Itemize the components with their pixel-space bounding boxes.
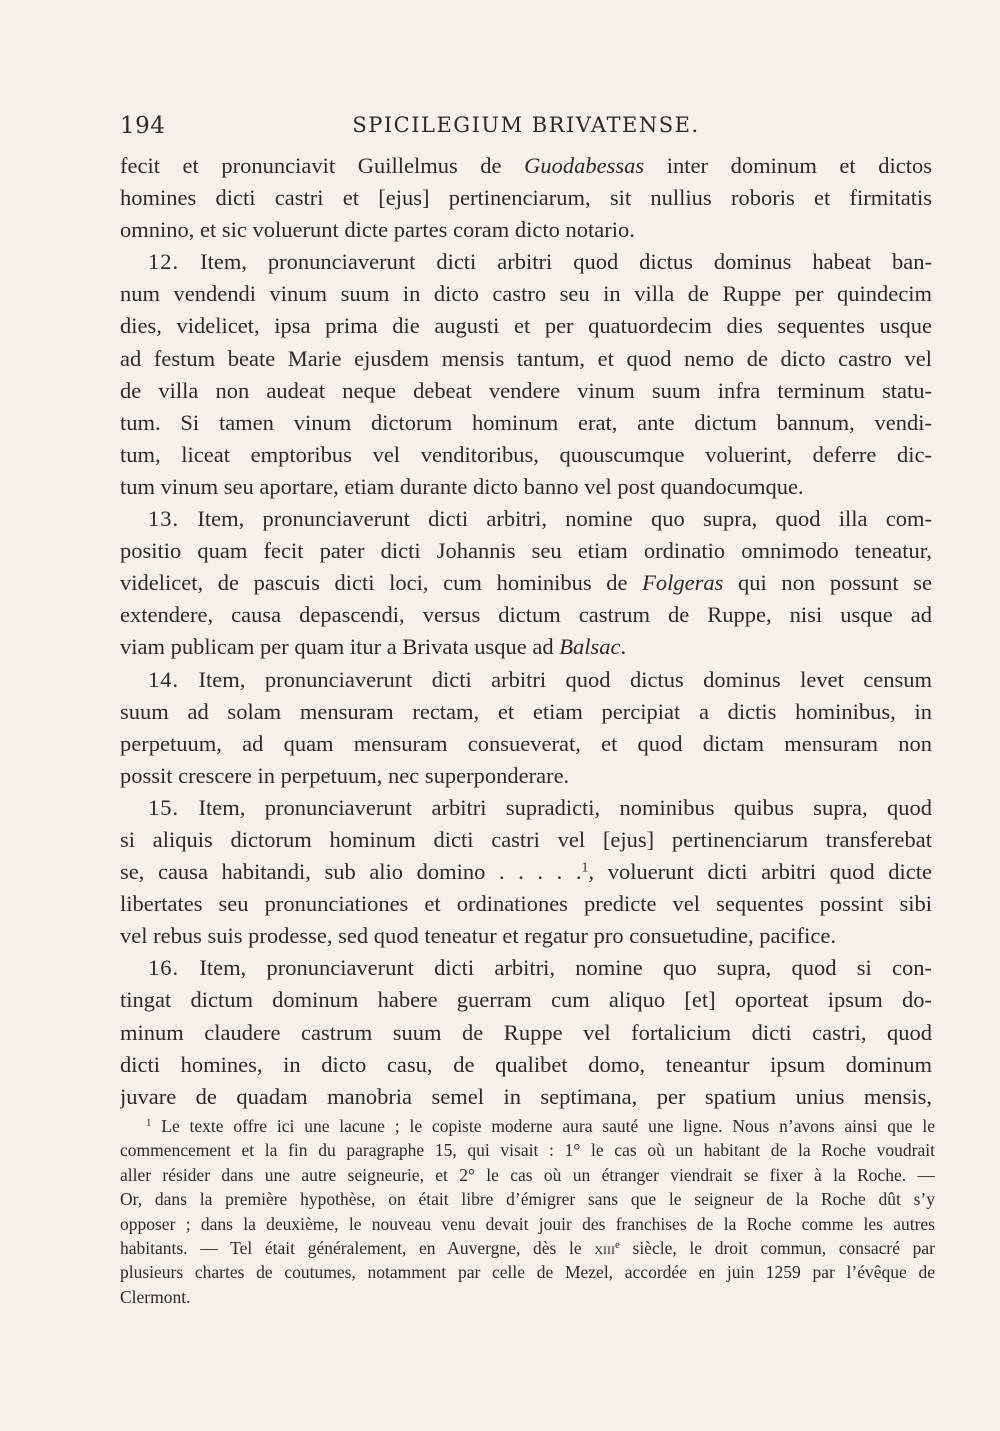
text-line <box>120 728 932 760</box>
footnote-segment: Le texte offre ici une lacune ; le copiste moderne aura sauté une ligne. Nous n’avons ainsi que le <box>151 1116 935 1136</box>
text-segment: positio quam fecit pater dicti Johannis seu etiam ordinatio omnimodo teneatur, <box>120 538 932 564</box>
text-segment: videlicet, de pascuis dicti loci, cum hominibus de <box>120 570 643 596</box>
text-line <box>120 599 932 631</box>
text-segment: ad festum beate Marie ejusdem mensis tantum, et quod nemo de dicto castro vel <box>120 345 932 371</box>
footnote-marker: 1 <box>146 1117 152 1130</box>
text-segment: fecit et pronunciavit Guillelmus de <box>120 153 525 178</box>
text-segment: homines dicti castri et [ejus] pertinenciarum, sit nullius roboris et firmitatis <box>120 185 932 211</box>
text-line <box>120 984 932 1016</box>
text-line <box>120 760 932 792</box>
text-segment: , voluerunt dicti arbitri quod dicte <box>588 859 932 885</box>
text-line <box>120 888 932 920</box>
text-line <box>120 631 932 663</box>
text-line <box>120 343 932 375</box>
roman-numeral: xiii <box>594 1237 615 1258</box>
text-line <box>120 856 932 888</box>
text-segment: Item, pronunciaverunt dicti arbitri, nomine quo supra, quod illa com- <box>179 506 932 532</box>
text-segment: viam publicam per quam itur a Brivata usque ad <box>120 634 560 660</box>
footnote-line <box>120 1212 935 1236</box>
text-line <box>120 150 932 182</box>
text-segment: Item, pronunciaverunt dicti arbitri, nomine quo supra, quod si con- <box>179 955 932 981</box>
text-segment: extendere, causa depascendi, versus dictum castrum de Ruppe, nisi usque ad <box>120 602 932 628</box>
text-line <box>120 310 932 342</box>
text-line <box>120 439 932 471</box>
paragraph-number: 12. <box>148 249 180 275</box>
text-segment: possit crescere in perpetuum, nec superponderare. <box>120 762 570 788</box>
footnote-line <box>120 1163 935 1187</box>
footnote-segment: plusieurs chartes de coutumes, notamment par celle de Mezel, accordée en juin 1259 par l’évêque de <box>120 1262 935 1283</box>
text-segment: tum. Si tamen vinum dictorum hominum erat, ante dictum bannum, vendi- <box>120 409 932 435</box>
text-segment: perpetuum, ad quam mensuram consueverat, et quod dictam mensuram non <box>120 730 932 756</box>
text-segment: qui non possunt se <box>723 570 932 596</box>
text-segment: si aliquis dictorum hominum dicti castri vel [ejus] pertinenciarum transferebat <box>120 826 932 852</box>
text-line <box>120 182 932 214</box>
text-segment: Item, pronunciaverunt arbitri supradicti, nominibus quibus supra, quod <box>179 794 932 820</box>
footnote-line <box>120 1260 935 1284</box>
text-segment: dies, videlicet, ipsa prima die augusti et per quatuordecim dies sequentes usque <box>120 313 932 339</box>
text-line <box>120 952 932 984</box>
text-line <box>120 1017 932 1049</box>
text-segment: . <box>620 634 627 660</box>
text-line <box>120 278 932 310</box>
text-line <box>120 503 932 535</box>
text-line <box>120 696 932 728</box>
text-line <box>120 535 932 567</box>
text-segment: suum ad solam mensuram rectam, et etiam percipiat a dictis hominibus, in <box>120 698 932 724</box>
paragraph-number: 13. <box>148 506 180 532</box>
text-segment: juvare de quadam manobria semel in septimana, per spatium unius mensis, <box>120 1083 932 1109</box>
text-segment: omnino, et sic voluerunt dicte partes coram dicto notario. <box>120 217 635 243</box>
text-line <box>120 471 932 503</box>
text-segment: Item, pronunciaverunt dicti arbitri quod dictus dominus habeat ban- <box>179 249 932 275</box>
footnote-segment: Clermont. <box>120 1286 191 1307</box>
page-number: 194 <box>120 113 166 139</box>
text-line <box>120 567 932 599</box>
text-segment: dicti homines, in dicto casu, de qualibet domo, teneantur ipsum dominum <box>120 1051 932 1077</box>
running-title: SPICILEGIUM BRIVATENSE. <box>352 113 700 137</box>
paragraph-number: 15. <box>148 794 180 820</box>
text-segment: Item, pronunciaverunt dicti arbitri quod dictus dominus levet censum <box>179 666 932 692</box>
text-line <box>120 920 932 952</box>
footnote-line <box>120 1236 935 1260</box>
footnote-segment: aller résider dans une autre seigneurie, et 2° le cas où un étranger viendrait se fixer à la Roche. — <box>120 1164 935 1185</box>
text-line <box>120 792 932 824</box>
footnotes <box>120 1114 935 1309</box>
text-line <box>120 407 932 439</box>
footnote-segment: opposer ; dans la deuxième, le nouveau venu devait jouir des franchises de la Roche comme les autres <box>120 1213 935 1234</box>
footnote-reference: 1 <box>581 860 589 876</box>
superscript: e <box>615 1239 620 1251</box>
footnote-segment: habitants. — Tel était généralement, en Auvergne, dès le <box>120 1237 595 1258</box>
text-segment: minum claudere castrum suum de Ruppe vel fortalicium dicti castri, quod <box>120 1019 932 1045</box>
footnote-segment: siècle, le droit commun, consacré par <box>619 1237 935 1258</box>
italic-place-name: Folgeras <box>642 570 724 596</box>
footnote-line <box>120 1138 935 1162</box>
text-segment: tingat dictum dominum habere guerram cum aliquo [et] oporteat ipsum do- <box>120 987 932 1013</box>
text-line <box>120 1049 932 1081</box>
footnote-line <box>120 1187 935 1211</box>
footnote-segment: Or, dans la première hypothèse, on était libre d’émigrer sans que le seigneur de la Roche dût s’y <box>120 1189 935 1210</box>
body-text <box>120 150 932 1113</box>
text-segment: de villa non audeat neque debeat vendere vinum suum infra terminum statu- <box>120 377 932 403</box>
text-segment: tum vinum seu aportare, etiam durante dicto banno vel post quandocumque. <box>120 473 804 499</box>
text-line <box>120 664 932 696</box>
text-segment: tum, liceat emptoribus vel venditoribus, quouscumque voluerint, deferre dic- <box>120 441 932 467</box>
italic-place-name: Guodabessas <box>524 153 645 178</box>
text-line <box>120 246 932 278</box>
text-segment: vel rebus suis prodesse, sed quod teneatur et regatur pro consuetudine, pacifice. <box>120 923 837 949</box>
text-line <box>120 1081 932 1113</box>
page-header <box>120 113 932 143</box>
text-segment: se, causa habitandi, sub alio domino . . . . . <box>120 859 582 885</box>
text-line <box>120 824 932 856</box>
footnote-segment: commencement et la fin du paragraphe 15, qui visait : 1° le cas où un habitant de la Roche voudrait <box>120 1140 935 1161</box>
italic-place-name: Balsac <box>559 634 621 660</box>
paragraph-number: 16. <box>148 955 180 981</box>
text-segment: inter dominum et dictos <box>644 153 932 178</box>
footnote-line <box>120 1285 935 1309</box>
footnote-line <box>120 1114 935 1138</box>
text-segment: num vendendi vinum suum in dicto castro seu in villa de Ruppe per quindecim <box>120 281 932 307</box>
text-segment: libertates seu pronunciationes et ordinationes predicte vel sequentes possint sibi <box>120 891 932 917</box>
paragraph-number: 14. <box>148 666 180 692</box>
text-line <box>120 375 932 407</box>
text-line <box>120 214 932 246</box>
